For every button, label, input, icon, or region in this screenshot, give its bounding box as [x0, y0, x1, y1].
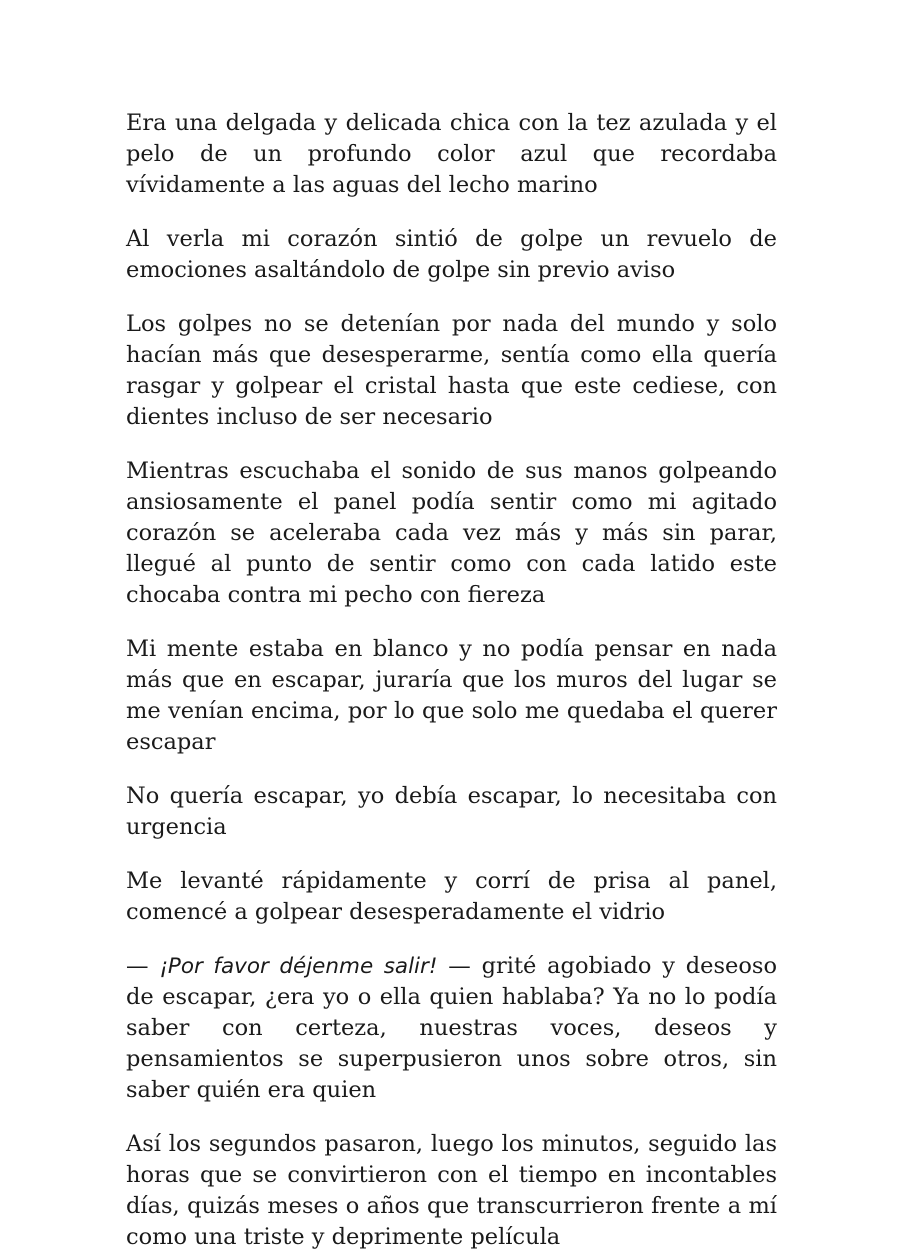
- document-page: [126, 108, 777, 1253]
- dialogue-dash-open: —: [126, 953, 149, 979]
- paragraph-4: Mientras escuchaba el sonido de sus manos golpeando ansiosamente el panel podía sentir como mi agitado corazón se aceleraba cada vez más y más sin parar, llegué al punto de sentir como con cada latido este chocaba contra mi pecho con fiereza: [126, 458, 777, 608]
- paragraph-6: No quería escapar, yo debía escapar, lo necesitaba con urgencia: [126, 783, 777, 840]
- dialogue-speech: ¡Por favor déjenme salir!: [159, 954, 438, 979]
- dialogue-narration: grité agobiado y deseoso de escapar, ¿era yo o ella quien hablaba? Ya no lo podía saber con certeza, nuestras voces, deseos y pensamientos se superpusieron unos sobre otros, sin saber quién era quien: [126, 953, 777, 1103]
- paragraph-3: Los golpes no se detenían por nada del mundo y solo hacían más que desesperarme, sentía como ella quería rasgar y golpear el cristal hasta que este cediese, con dientes incluso de ser necesario: [126, 311, 777, 430]
- closing-paragraph: Así los segundos pasaron, luego los minutos, seguido las horas que se convirtieron con el tiempo en incontables días, quizás meses o años que transcurrieron frente a mí como una triste y deprimente película: [126, 1131, 777, 1250]
- paragraph-2: Al verla mi corazón sintió de golpe un revuelo de emociones asaltándolo de golpe sin previo aviso: [126, 226, 777, 283]
- paragraph-7: Me levanté rápidamente y corrí de prisa al panel, comencé a golpear desesperadamente el vidrio: [126, 868, 777, 925]
- paragraph-1: Era una delgada y delicada chica con la tez azulada y el pelo de un profundo color azul que recordaba vívidamente a las aguas del lecho marino: [126, 110, 777, 198]
- paragraph-5: Mi mente estaba en blanco y no podía pensar en nada más que en escapar, juraría que los muros del lugar se me venían encima, por lo que solo me quedaba el querer escapar: [126, 636, 777, 755]
- dialogue-paragraph: [126, 951, 777, 1106]
- dialogue-dash-close: —: [448, 953, 471, 979]
